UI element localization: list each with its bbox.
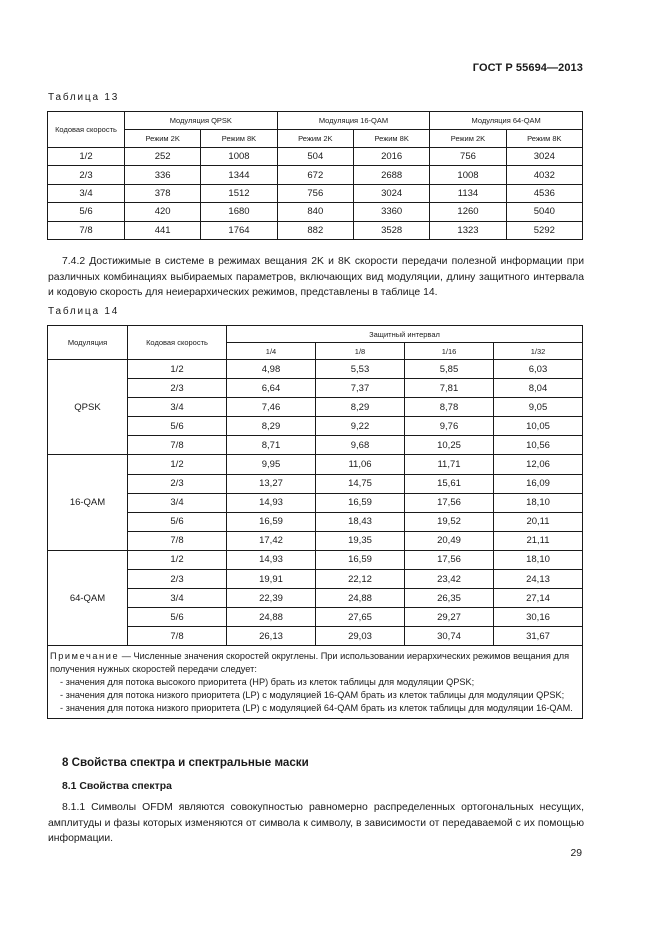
- value-cell: 15,61: [405, 474, 494, 493]
- value-cell: 4,98: [227, 360, 316, 379]
- value-cell: 3360: [353, 203, 429, 221]
- note-intro: — Численные значения скоростей округлены. При использовании иерархических режимов вещания для получения нужных скоростей передачи следует:: [50, 651, 570, 675]
- table-row: [48, 221, 583, 239]
- table-row: [48, 627, 583, 646]
- code-rate-cell: 1/2: [128, 550, 227, 569]
- value-cell: 8,29: [227, 417, 316, 436]
- code-rate-cell: 3/4: [48, 184, 125, 202]
- modulation-cell: 16-QAM: [48, 455, 128, 550]
- value-cell: 12,06: [494, 455, 583, 474]
- table14-caption: Таблица 14: [48, 306, 120, 317]
- value-cell: 378: [125, 184, 201, 202]
- table-row: [48, 148, 583, 166]
- value-cell: 2016: [353, 148, 429, 166]
- value-cell: 336: [125, 166, 201, 184]
- table13-caption: Таблица 13: [48, 92, 120, 103]
- table14-guard-header: Защитный интервал: [227, 326, 583, 343]
- code-rate-cell: 5/6: [128, 512, 227, 531]
- value-cell: 19,52: [405, 512, 494, 531]
- value-cell: 16,59: [227, 512, 316, 531]
- value-cell: 16,09: [494, 474, 583, 493]
- table13-code-rate-header: Кодовая скорость: [48, 112, 125, 148]
- page-number: 29: [570, 848, 582, 859]
- value-cell: 29,27: [405, 608, 494, 627]
- table14-guard-value: 1/4: [227, 343, 316, 360]
- table-row: [48, 184, 583, 202]
- value-cell: 20,11: [494, 512, 583, 531]
- code-rate-cell: 7/8: [48, 221, 125, 239]
- table14-code-rate-header: Кодовая скорость: [128, 326, 227, 360]
- value-cell: 9,76: [405, 417, 494, 436]
- value-cell: 8,78: [405, 398, 494, 417]
- table13-body: [48, 148, 583, 240]
- table-row: [48, 203, 583, 221]
- value-cell: 1323: [430, 221, 506, 239]
- value-cell: 1680: [201, 203, 277, 221]
- value-cell: 882: [277, 221, 353, 239]
- value-cell: 11,06: [316, 455, 405, 474]
- value-cell: 24,88: [227, 608, 316, 627]
- value-cell: 3024: [506, 148, 582, 166]
- value-cell: 18,10: [494, 493, 583, 512]
- table13-mode-header: Режим 8K: [506, 130, 582, 148]
- value-cell: 22,12: [316, 570, 405, 589]
- value-cell: 3528: [353, 221, 429, 239]
- value-cell: 5,53: [316, 360, 405, 379]
- code-rate-cell: 7/8: [128, 531, 227, 550]
- value-cell: 11,71: [405, 455, 494, 474]
- table14-modulation-header: Модуляция: [48, 326, 128, 360]
- code-rate-cell: 5/6: [128, 608, 227, 627]
- value-cell: 27,14: [494, 589, 583, 608]
- value-cell: 14,75: [316, 474, 405, 493]
- code-rate-cell: 2/3: [128, 570, 227, 589]
- modulation-cell: 64-QAM: [48, 550, 128, 645]
- table13-group-header: Модуляция 64-QAM: [430, 112, 583, 130]
- table14-guard-value: 1/32: [494, 343, 583, 360]
- value-cell: 4536: [506, 184, 582, 202]
- value-cell: 7,37: [316, 379, 405, 398]
- value-cell: 17,42: [227, 531, 316, 550]
- table14-note: [48, 646, 583, 719]
- table-row: [48, 417, 583, 436]
- note-item: - значения для потока низкого приоритета (LP) с модуляцией 64-QAM брать из клеток таблицы для модуляции 16-QAM.: [60, 702, 573, 713]
- code-rate-cell: 3/4: [128, 398, 227, 417]
- value-cell: 1008: [201, 148, 277, 166]
- table14-body: [48, 360, 583, 646]
- table13-mode-header: Режим 2K: [125, 130, 201, 148]
- value-cell: 756: [430, 148, 506, 166]
- table13-mode-header: Режим 8K: [353, 130, 429, 148]
- value-cell: 9,22: [316, 417, 405, 436]
- value-cell: 1512: [201, 184, 277, 202]
- value-cell: 252: [125, 148, 201, 166]
- value-cell: 17,56: [405, 550, 494, 569]
- value-cell: 23,42: [405, 570, 494, 589]
- table-row: [48, 398, 583, 417]
- section-8-title: 8 Свойства спектра и спектральные маски: [62, 756, 309, 769]
- code-rate-cell: 2/3: [128, 474, 227, 493]
- value-cell: 441: [125, 221, 201, 239]
- value-cell: 10,25: [405, 436, 494, 455]
- table14-guard-value: 1/8: [316, 343, 405, 360]
- value-cell: 504: [277, 148, 353, 166]
- note-item: - значения для потока высокого приоритета (HP) брать из клеток таблицы для модуляции QPSK;: [60, 677, 475, 687]
- value-cell: 1764: [201, 221, 277, 239]
- value-cell: 9,05: [494, 398, 583, 417]
- paragraph-7-4-2: 7.4.2 Достижимые в системе в режимах вещания 2K и 8K скорости передачи полезной информации при различных комбинациях выбираемых параметров, включающих вид модуляции, длину защитного интервала и кодовую скорость для неиерархических режимов, представлены в таблице 14.: [48, 256, 584, 299]
- table-row: [48, 570, 583, 589]
- table-row: [48, 608, 583, 627]
- table-row: [48, 550, 583, 569]
- value-cell: 7,46: [227, 398, 316, 417]
- value-cell: 29,03: [316, 627, 405, 646]
- note-label: Примечание: [50, 651, 120, 662]
- table13-mode-header: Режим 2K: [277, 130, 353, 148]
- code-rate-cell: 1/2: [128, 360, 227, 379]
- paragraph-8-1-1: 8.1.1 Символы OFDM являются совокупностью равномерно распределенных ортогональных несущих, амплитуды и фазы которых изменяются от символа к символу, в зависимости от передаваемой с их помощью информации.: [48, 802, 584, 845]
- code-rate-cell: 3/4: [128, 493, 227, 512]
- value-cell: 18,10: [494, 550, 583, 569]
- value-cell: 3024: [353, 184, 429, 202]
- table-row: [48, 436, 583, 455]
- value-cell: 1260: [430, 203, 506, 221]
- value-cell: 30,74: [405, 627, 494, 646]
- table13-mode-header: Режим 8K: [201, 130, 277, 148]
- code-rate-cell: 7/8: [128, 436, 227, 455]
- value-cell: 18,43: [316, 512, 405, 531]
- value-cell: 17,56: [405, 493, 494, 512]
- code-rate-cell: 7/8: [128, 627, 227, 646]
- table13-group-header: Модуляция 16-QAM: [277, 112, 430, 130]
- value-cell: 19,35: [316, 531, 405, 550]
- value-cell: 16,59: [316, 493, 405, 512]
- value-cell: 4032: [506, 166, 582, 184]
- table-row: [48, 455, 583, 474]
- table14-guard-value: 1/16: [405, 343, 494, 360]
- table-row: [48, 531, 583, 550]
- code-rate-cell: 5/6: [128, 417, 227, 436]
- value-cell: 26,13: [227, 627, 316, 646]
- subsection-8-1-title: 8.1 Свойства спектра: [62, 781, 172, 792]
- code-rate-cell: 1/2: [128, 455, 227, 474]
- value-cell: 14,93: [227, 550, 316, 569]
- code-rate-cell: 1/2: [48, 148, 125, 166]
- value-cell: 26,35: [405, 589, 494, 608]
- value-cell: 8,04: [494, 379, 583, 398]
- value-cell: 9,95: [227, 455, 316, 474]
- value-cell: 24,88: [316, 589, 405, 608]
- value-cell: 1344: [201, 166, 277, 184]
- value-cell: 5292: [506, 221, 582, 239]
- value-cell: 6,64: [227, 379, 316, 398]
- code-rate-cell: 2/3: [128, 379, 227, 398]
- modulation-cell: QPSK: [48, 360, 128, 455]
- value-cell: 2688: [353, 166, 429, 184]
- code-rate-cell: 3/4: [128, 589, 227, 608]
- value-cell: 27,65: [316, 608, 405, 627]
- value-cell: 756: [277, 184, 353, 202]
- table-row: [48, 360, 583, 379]
- value-cell: 21,11: [494, 531, 583, 550]
- value-cell: 9,68: [316, 436, 405, 455]
- table-row: [48, 166, 583, 184]
- table-row: [48, 474, 583, 493]
- value-cell: 6,03: [494, 360, 583, 379]
- code-rate-cell: 5/6: [48, 203, 125, 221]
- value-cell: 1008: [430, 166, 506, 184]
- value-cell: 31,67: [494, 627, 583, 646]
- value-cell: 10,56: [494, 436, 583, 455]
- value-cell: 19,91: [227, 570, 316, 589]
- value-cell: 7,81: [405, 379, 494, 398]
- value-cell: 5040: [506, 203, 582, 221]
- value-cell: 10,05: [494, 417, 583, 436]
- table13-mode-header: Режим 2K: [430, 130, 506, 148]
- note-item: - значения для потока низкого приоритета (LP) с модуляцией 16-QAM брать из клеток таблицы для модуляции QPSK;: [60, 689, 565, 700]
- table-row: [48, 512, 583, 531]
- value-cell: 8,71: [227, 436, 316, 455]
- value-cell: 672: [277, 166, 353, 184]
- value-cell: 30,16: [494, 608, 583, 627]
- value-cell: 20,49: [405, 531, 494, 550]
- table-row: [48, 493, 583, 512]
- table14: [47, 325, 583, 719]
- value-cell: 14,93: [227, 493, 316, 512]
- value-cell: 1134: [430, 184, 506, 202]
- value-cell: 16,59: [316, 550, 405, 569]
- value-cell: 5,85: [405, 360, 494, 379]
- table13-group-header: Модуляция QPSK: [125, 112, 278, 130]
- value-cell: 13,27: [227, 474, 316, 493]
- value-cell: 22,39: [227, 589, 316, 608]
- value-cell: 24,13: [494, 570, 583, 589]
- table-row: [48, 589, 583, 608]
- table-row: [48, 379, 583, 398]
- code-rate-cell: 2/3: [48, 166, 125, 184]
- value-cell: 8,29: [316, 398, 405, 417]
- value-cell: 840: [277, 203, 353, 221]
- value-cell: 420: [125, 203, 201, 221]
- document-header: ГОСТ Р 55694—2013: [472, 62, 583, 74]
- table13: [47, 111, 583, 240]
